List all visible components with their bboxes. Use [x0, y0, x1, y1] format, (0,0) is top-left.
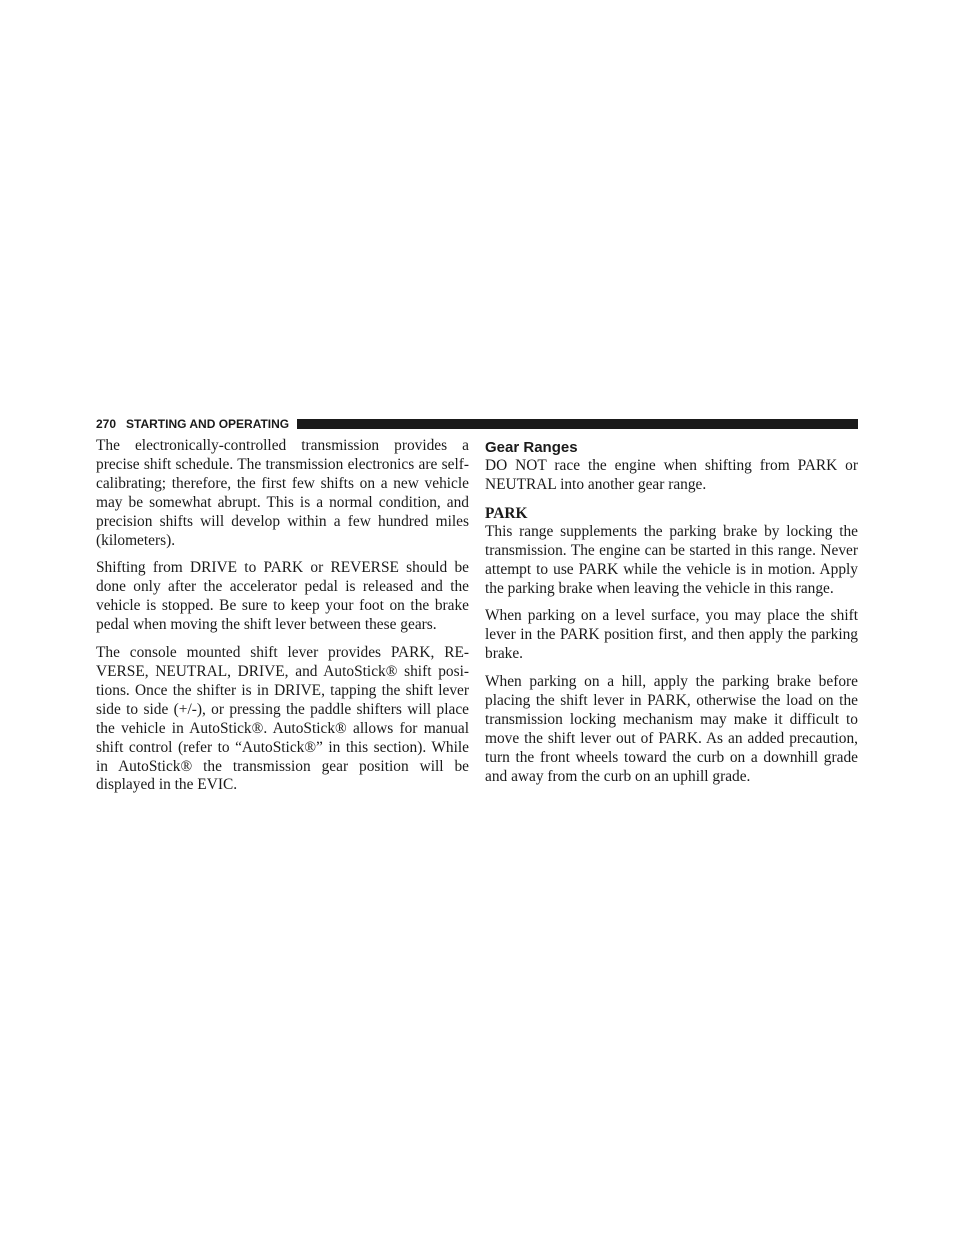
- page-number: 270: [96, 417, 117, 431]
- park-subheading: PARK: [485, 504, 528, 522]
- section-title: STARTING AND OPERATING: [126, 417, 290, 431]
- paragraph: Shifting from DRIVE to PARK or REVERSE should be done only after the accelerator pedal is released and the vehicle is stopped. Be sure to keep your foot on the brake pedal when moving the shift lever between these gears.: [96, 559, 469, 634]
- page-header: [96, 416, 858, 432]
- section-heading: Gear Ranges: [485, 439, 578, 456]
- paragraph: The electronically-controlled transmission provides a precise shift schedule. The transmission electronics are self-calibrating; therefore, the first few shifts on a new vehicle may be somewhat abrupt. This is a normal condition, and precision shifts will develop within a few hundred miles (kilometers).: [96, 437, 469, 549]
- paragraph: This range supplements the parking brake by locking the transmission. The engine can be started in this range. Never attempt to use PARK while the vehicle is in motion. Apply the parking brake when leaving the vehicle in this range.: [485, 522, 858, 597]
- paragraph: When parking on a level surface, you may place the shift lever in the PARK position first, and then apply the parking brake.: [485, 607, 858, 663]
- paragraph: The console mounted shift lever provides PARK, REVERSE, NEUTRAL, DRIVE, and AutoStick® shift positions. Once the shifter is in DRIVE, tapping the shift lever side to side (+/-), or pressing the paddle shifters will place the vehicle in AutoStick®. AutoStick® allows for manual shift control (refer to “AutoStick®” in this section). While in AutoStick® the transmission gear position will be displayed in the EVIC.: [96, 644, 469, 794]
- right-column: [485, 437, 858, 796]
- paragraph: When parking on a hill, apply the parking brake before placing the shift lever in PARK, otherwise the load on the transmission locking mechanism may make it difficult to move the shift lever out of PARK. As an added precaution, turn the front wheels toward the curb on a downhill grade and away from the curb on an uphill grade.: [485, 673, 858, 785]
- intro-paragraph: DO NOT race the engine when shifting from PARK or NEUTRAL into another gear range.: [485, 457, 858, 493]
- header-rule: [297, 419, 858, 429]
- left-column: [96, 437, 469, 804]
